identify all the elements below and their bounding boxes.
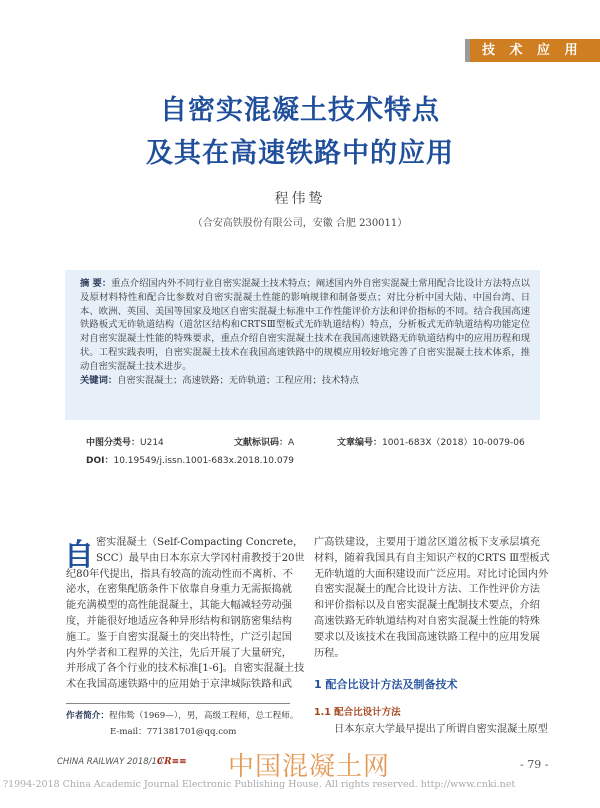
- body-line: SCC）最早由日本东京大学冈村甫教授于20世: [96, 552, 305, 564]
- title-line-2: 及其在高速铁路中的应用: [146, 138, 454, 169]
- body-line: 施工。鉴于自密实混凝土的突出特性，广泛引起国: [66, 631, 292, 643]
- body-line: 高速铁路无砟轨道结构对自密实混凝土性能的特殊: [314, 615, 540, 627]
- abstract-text: 重点介绍国内外不同行业自密实混凝土技术特点；阐述国内外自密实混凝土常用配合比设计方法特点以及原材料特性和配合比参数对自密实混凝土性能的影响规律和制备要点；对比分析中国大陆、中国台湾、日本、欧洲、英国、美国等国家及地区自密实混凝土标准中工作性能评价方法和评价指标的不同。结合我国高速铁路板式无砟轨道结构（道岔区结构和CRTSⅢ型板式无砟轨道结构）特点，分析板式无砟轨道结构功能定位对自密实混凝土性能的特殊要求，重点介绍自密实混凝土技术在我国高速铁路无砟轨道结构中的应用历程和现状。工程实践表明，自密实混凝土技术在我国高速铁路中的规模应用较好地完善了自密实混凝土技术体系，推动自密实混凝土技术进步。: [80, 278, 530, 372]
- body-line: 能充满模型的高性能混凝土，其能大幅减轻劳动强: [66, 600, 292, 612]
- body-line: 纪80年代提出，指具有较高的流动性而不离析、不: [66, 568, 293, 580]
- body-line: 术在我国高速铁路中的应用始于京津城际铁路和武: [66, 679, 292, 691]
- section-heading-1-1: 1.1 配合比设计方法: [314, 707, 401, 718]
- document-code: 文献标识码：A: [234, 438, 295, 448]
- watermark: 中国混凝土网: [228, 752, 391, 782]
- body-line: 自密实混凝土的配合比设计方法、工作性评价方法: [314, 584, 540, 596]
- body-line: 日本东京大学最早提出了所谓自密实混凝土原型: [334, 724, 548, 735]
- article-number: 文章编号：1001-683X（2018）10-0079-06: [337, 438, 525, 448]
- author: 程伟鸷: [274, 191, 326, 207]
- body-line: 泌水，在密集配筋条件下依靠自身重力无需振捣就: [66, 584, 292, 596]
- body-line: 材料，随着我国具有自主知识产权的CRTS Ⅲ型板式: [314, 552, 550, 564]
- body-line: 密实混凝土（Self-Compacting Concrete，: [96, 537, 304, 548]
- body-line: 广高铁建设，主要用于道岔区道岔板下支承层填充: [314, 537, 540, 548]
- journal-logo: CR≡≡: [157, 757, 187, 767]
- body-line: 要求以及该技术在我国高速铁路工程中的应用发展: [314, 631, 540, 643]
- body-line: 无砟轨道的大面积建设而广泛应用。对比讨论国内外: [314, 568, 549, 580]
- body-line: 历程。: [314, 647, 345, 659]
- body-line: 度，并能很好地适应各种异形结构和钢筋密集结构: [66, 615, 292, 627]
- abstract: [80, 277, 530, 387]
- clc-number: 中图分类号：U214: [86, 438, 164, 448]
- author-note: 作者简介：程伟鸷（1969—），男，高级工程师，总工程师。 E-mail：771381701@qq.com: [66, 708, 298, 740]
- body-right-continued: [314, 722, 548, 738]
- copyright-line: ?1994-2018 China Academic Journal Electronic Publishing House. All rights reserved. http://www.cnki.net: [3, 779, 516, 790]
- doi[interactable]: DOI：10.19549/j.issn.1001-683x.2018.10.079: [86, 456, 295, 466]
- author-email[interactable]: E-mail：771381701@qq.com: [110, 727, 237, 737]
- page-number: - 79 -: [520, 758, 549, 771]
- keywords: 自密实混凝土；高速铁路；无砟轨道；工程应用；技术特点: [117, 374, 359, 386]
- body-right-column: [314, 535, 550, 661]
- keywords-label: 关键词：: [80, 374, 118, 386]
- body-line: 和评价指标以及自密实混凝土配制技术要点，介绍: [314, 600, 540, 612]
- abstract-label: 摘 要：: [80, 278, 112, 289]
- body-line: 并形成了各个行业的技术标准[1-6]。自密实混凝土技: [66, 663, 305, 675]
- section-tag: 技 术 应 用: [465, 39, 600, 62]
- body-left-column: [66, 535, 305, 693]
- section-heading-1: 1 配合比设计方法及制备技术: [314, 678, 458, 691]
- body-line: 内外学者和工程界的关注，先后开展了大量研究，: [66, 647, 292, 659]
- journal-footer: CHINA RAILWAY 2018/10: [57, 757, 163, 767]
- drop-cap: 自: [64, 538, 94, 573]
- title-line-1: 自密实混凝土技术特点: [160, 95, 440, 126]
- footnote-divider: [66, 703, 290, 704]
- affiliation: （合安高铁股份有限公司，安徽 合肥 230011）: [192, 218, 408, 229]
